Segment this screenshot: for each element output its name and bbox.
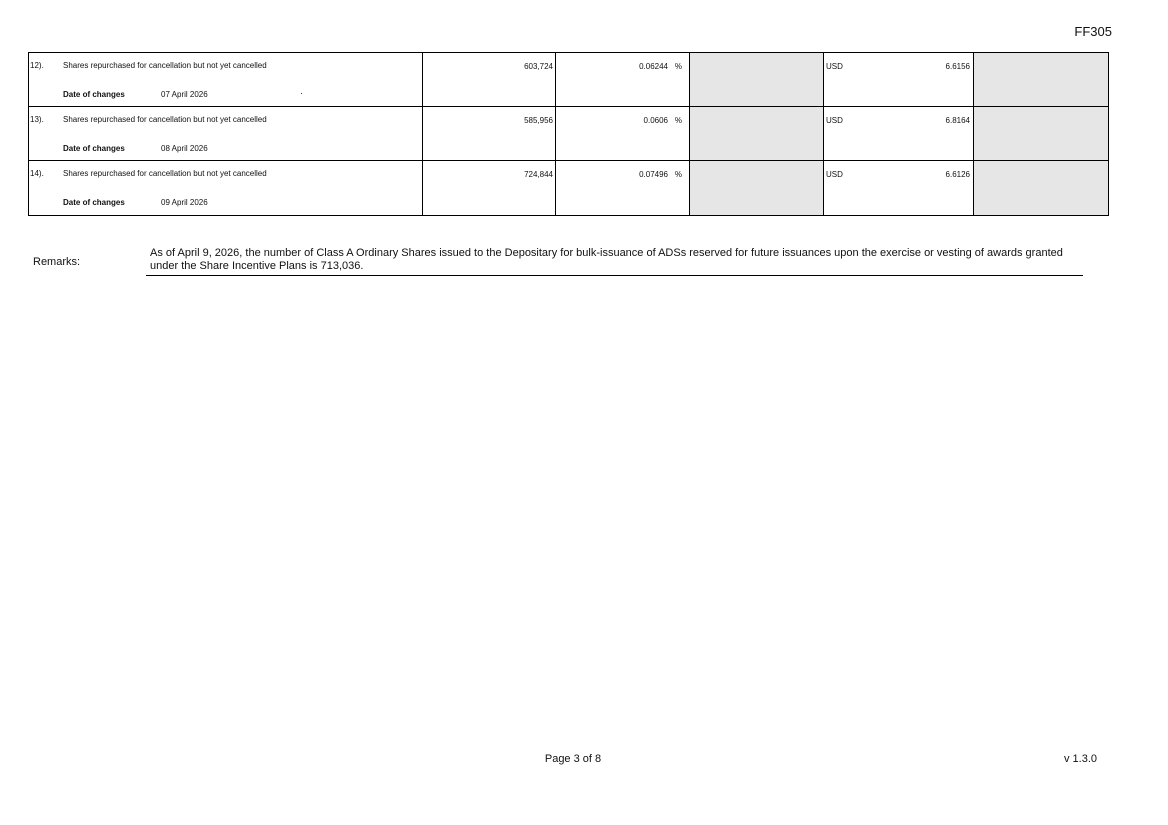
date-of-changes-value: 08 April 2026 — [161, 144, 208, 153]
remarks-text: As of April 9, 2026, the number of Class A Ordinary Shares issued to the Depositary for bulk-issuance of ADSs reserved for future issuances upon the exercise or vesting of awards granted under the Share Incentive Plans is 713,036. — [150, 247, 1063, 272]
description-cell — [29, 107, 423, 160]
row-index: 12). — [30, 61, 44, 70]
price-value: 6.6156 — [945, 62, 970, 71]
page-number: Page 3 of 8 — [544, 753, 602, 765]
shares-value: 603,724 — [524, 62, 553, 71]
price-cell — [824, 161, 974, 215]
date-of-changes-label: Date of changes — [63, 198, 125, 207]
currency-code: USD — [826, 116, 843, 125]
shares-value: 724,844 — [524, 170, 553, 179]
table-row — [29, 161, 1108, 215]
version-label: v 1.3.0 — [1063, 753, 1097, 765]
row-index: 14). — [30, 169, 44, 178]
row-description: Shares repurchased for cancellation but not yet cancelled — [63, 61, 267, 70]
date-of-changes-label: Date of changes — [63, 144, 125, 153]
table-row — [29, 53, 1108, 107]
price-cell — [824, 53, 974, 106]
row-index: 13). — [30, 115, 44, 124]
percent-sign: % — [674, 62, 682, 71]
percentage-cell — [556, 161, 690, 215]
price-value: 6.8164 — [945, 116, 970, 125]
shares-cell — [423, 161, 556, 215]
form-code: FF305 — [1074, 24, 1112, 39]
percentage-value: 0.07496 — [639, 170, 668, 179]
shares-cell — [423, 107, 556, 160]
stray-dot — [301, 93, 302, 94]
shaded-cell — [974, 161, 1108, 215]
currency-code: USD — [826, 170, 843, 179]
percentage-value: 0.06244 — [639, 62, 668, 71]
percentage-cell — [556, 107, 690, 160]
percent-sign: % — [674, 170, 682, 179]
row-description: Shares repurchased for cancellation but not yet cancelled — [63, 115, 267, 124]
share-changes-table — [28, 52, 1109, 216]
date-of-changes-label: Date of changes — [63, 90, 125, 99]
date-of-changes-value: 07 April 2026 — [161, 90, 208, 99]
description-cell — [29, 161, 423, 215]
shaded-cell — [974, 107, 1108, 160]
shaded-cell — [690, 107, 824, 160]
price-value: 6.6126 — [945, 170, 970, 179]
table-row — [29, 107, 1108, 161]
date-of-changes-value: 09 April 2026 — [161, 198, 208, 207]
shares-cell — [423, 53, 556, 106]
remarks-label: Remarks: — [33, 256, 81, 268]
percentage-cell — [556, 53, 690, 106]
remarks-underline — [146, 275, 1083, 276]
percent-sign: % — [674, 116, 682, 125]
description-cell — [29, 53, 423, 106]
currency-code: USD — [826, 62, 843, 71]
percentage-value: 0.0606 — [643, 116, 668, 125]
row-description: Shares repurchased for cancellation but not yet cancelled — [63, 169, 267, 178]
shaded-cell — [690, 53, 824, 106]
shaded-cell — [974, 53, 1108, 106]
shaded-cell — [690, 161, 824, 215]
price-cell — [824, 107, 974, 160]
shares-value: 585,956 — [524, 116, 553, 125]
